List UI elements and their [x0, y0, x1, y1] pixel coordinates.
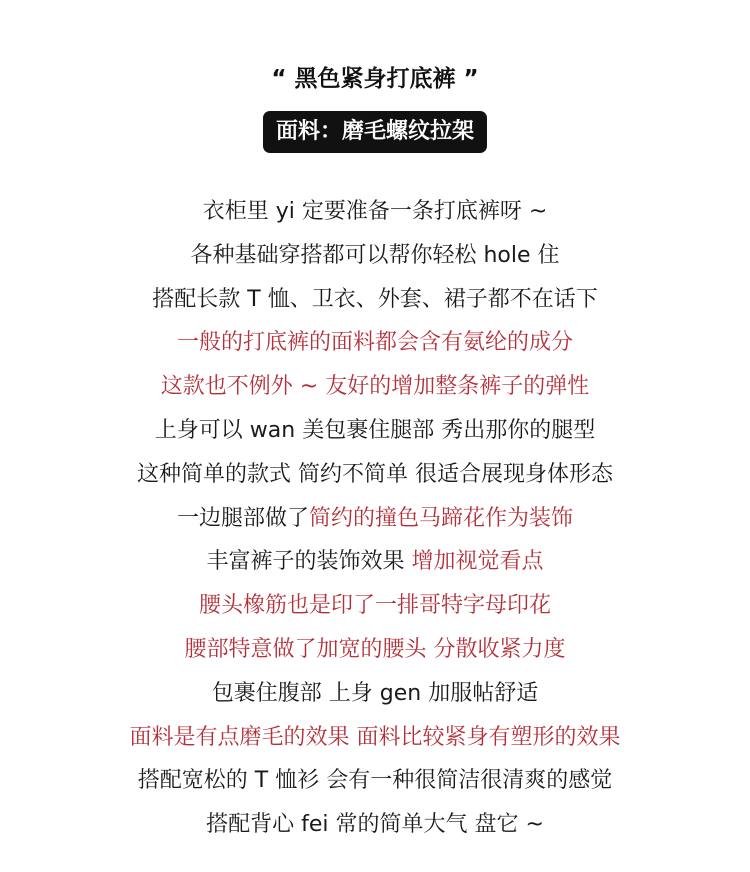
description-line	[0, 497, 750, 541]
description-line	[0, 540, 750, 584]
body-text: 上身可以 wan 美包裹住腿部 秀出那你的腿型	[154, 417, 596, 443]
body-text: 一边腿部做了	[176, 505, 309, 531]
body-text: 丰富裤子的装饰效果	[206, 549, 412, 575]
description-line	[0, 409, 750, 453]
body-text: 搭配背心 fei 常的简单大气 盘它 ~	[206, 812, 544, 838]
fabric-badge-container	[0, 111, 750, 153]
highlight-text: 面料是有点磨毛的效果 面料比较紧身有塑形的效果	[129, 724, 621, 750]
description-line	[0, 190, 750, 234]
highlight-text: 腰部特意做了加宽的腰头 分散收紧力度	[184, 636, 566, 662]
description-line	[0, 321, 750, 365]
description-line	[0, 672, 750, 716]
description-line	[0, 453, 750, 497]
description-line	[0, 716, 750, 760]
highlight-text: 简约的撞色马蹄花作为装饰	[309, 505, 574, 531]
body-text: 包裹住腹部 上身 gen 加服帖舒适	[211, 680, 539, 706]
body-text: 各种基础穿搭都可以帮你轻松 hole 住	[190, 242, 560, 268]
body-text: 衣柜里 yi 定要准备一条打底裤呀 ~	[202, 199, 548, 224]
description-line	[0, 234, 750, 278]
highlight-text: 一般的打底裤的面料都会含有氨纶的成分	[176, 330, 573, 356]
highlight-text: 这款也不例外 ~ 友好的增加整条裤子的弹性	[160, 374, 590, 400]
body-text: 搭配宽松的 T 恤衫 会有一种很简洁很清爽的感觉	[137, 768, 613, 794]
description-text	[0, 190, 750, 847]
description-line	[0, 365, 750, 409]
page-title: “ 黑色紧身打底裤 ”	[271, 66, 479, 92]
description-line	[0, 278, 750, 322]
fabric-badge: 面料：磨毛螺纹拉架	[263, 111, 487, 153]
highlight-text: 增加视觉看点	[411, 549, 544, 575]
description-line	[0, 759, 750, 803]
description-line	[0, 628, 750, 672]
body-text: 搭配长款 T 恤、卫衣、外套、裙子都不在话下	[152, 286, 598, 312]
body-text: 这种简单的款式 简约不简单 很适合展现身体形态	[137, 461, 613, 487]
description-line	[0, 803, 750, 847]
description-line	[0, 584, 750, 628]
highlight-text: 腰头橡筋也是印了一排哥特字母印花	[198, 593, 551, 619]
